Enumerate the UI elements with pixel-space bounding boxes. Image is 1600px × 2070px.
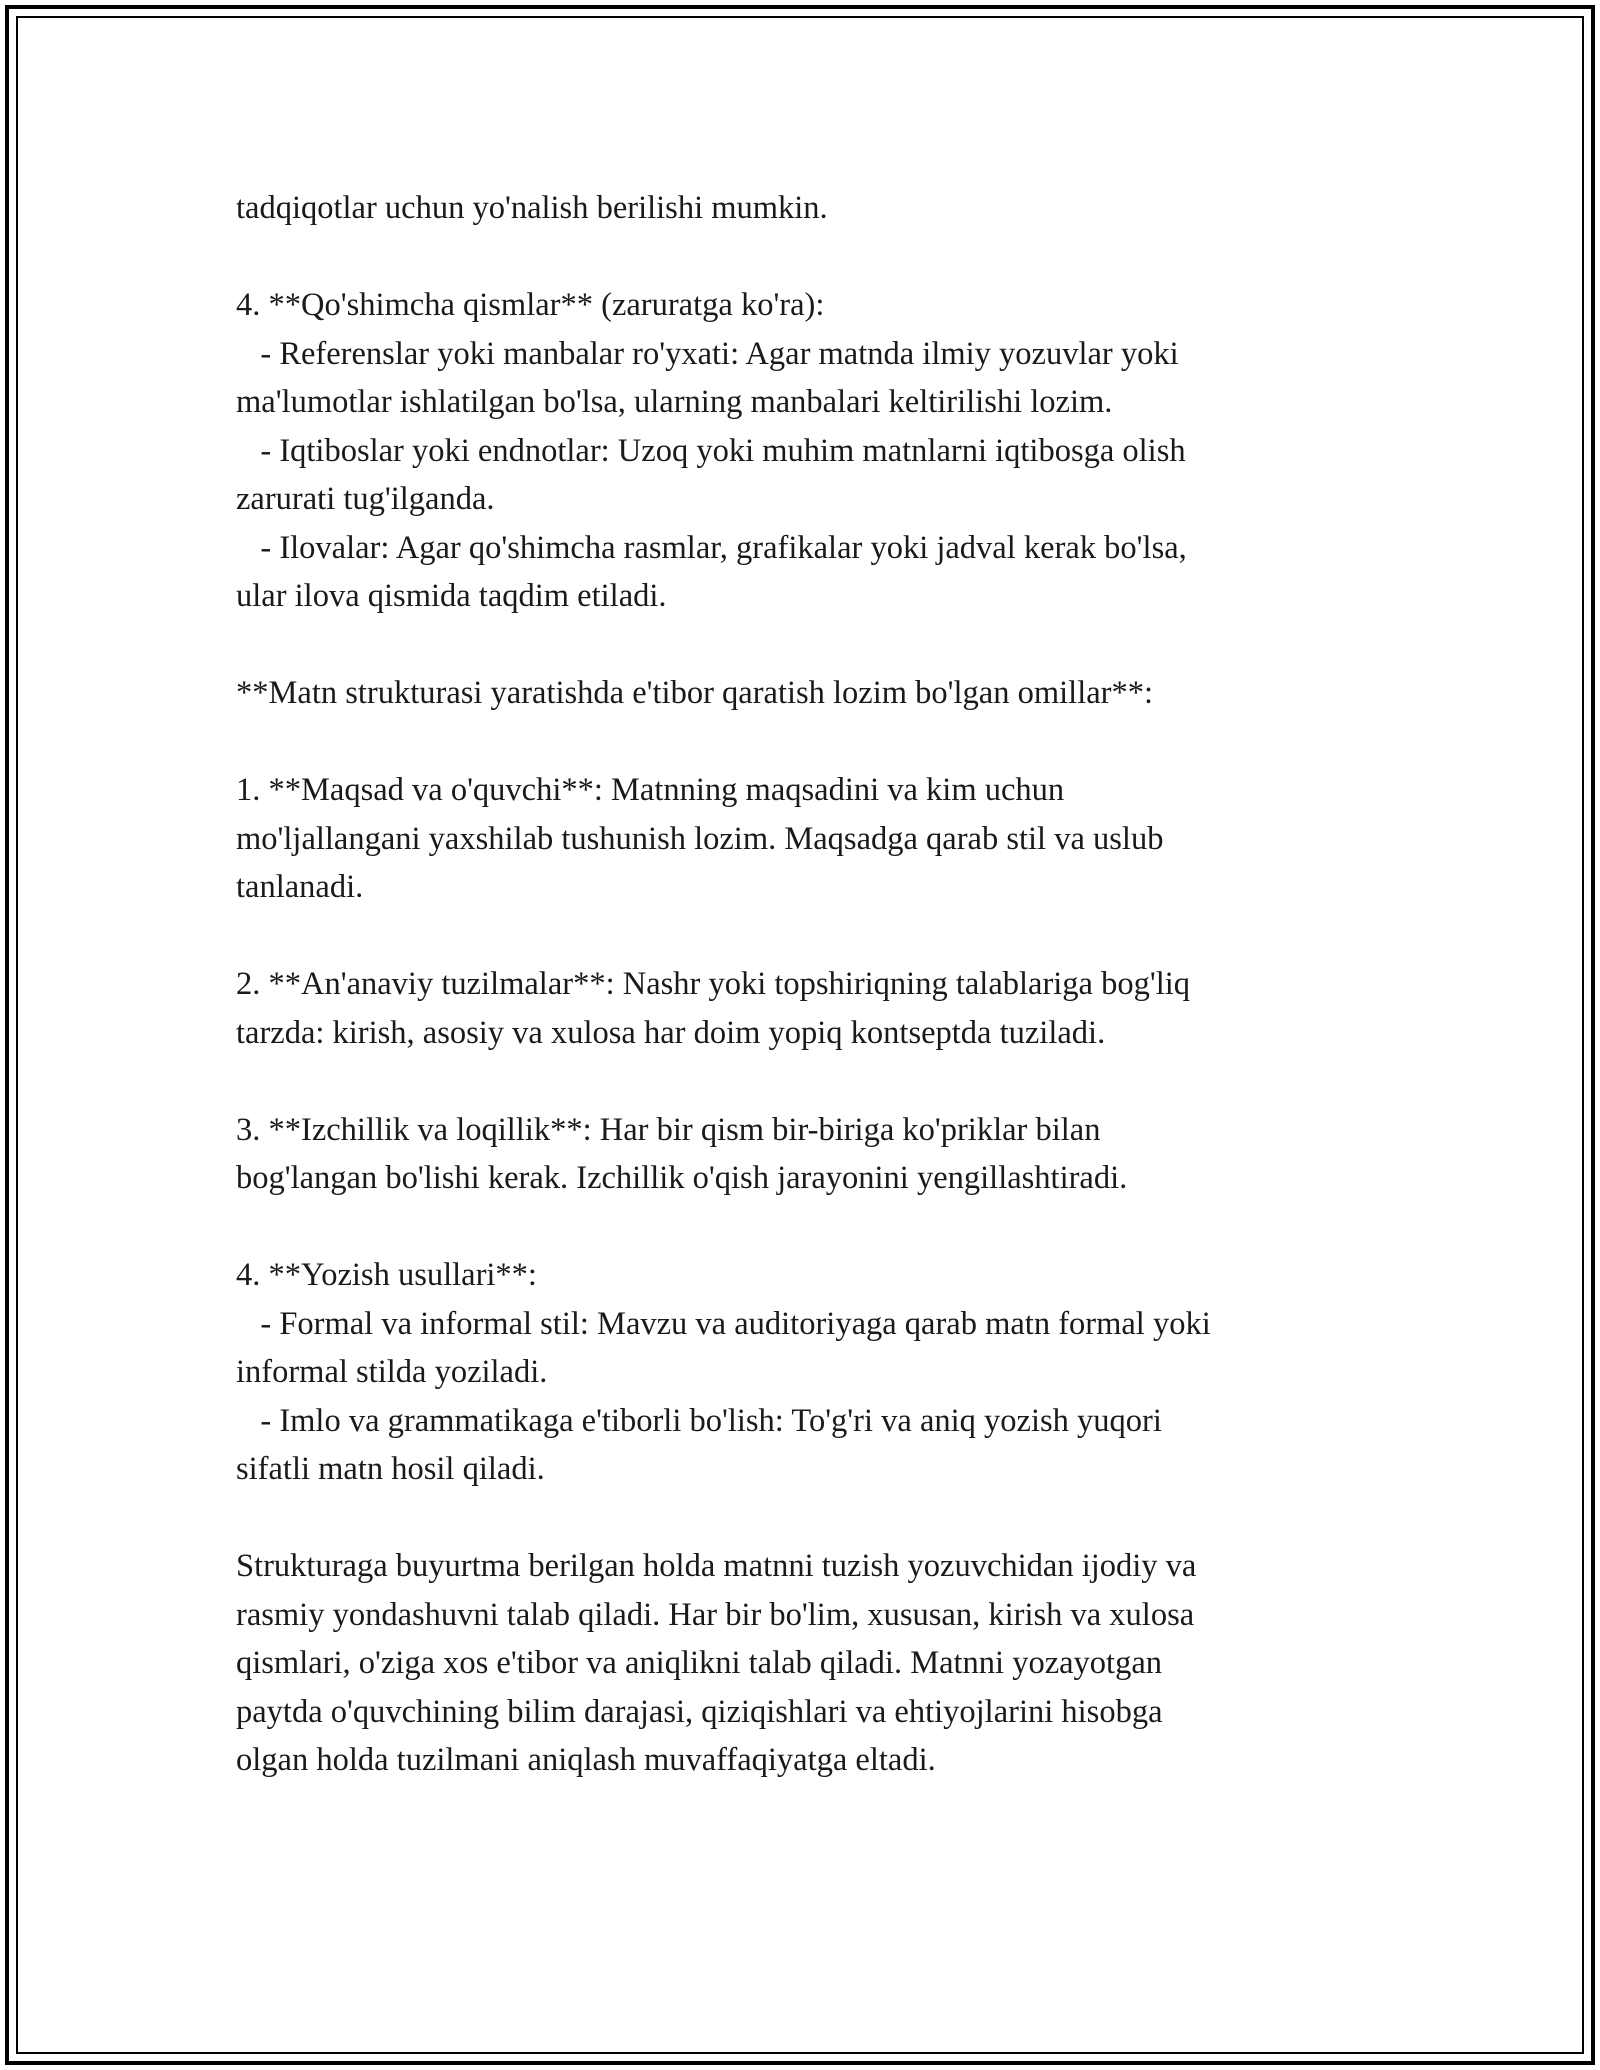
- list-heading: 3. **Izchillik va loqillik**: Har bir qism bir-biriga ko'priklar bilan: [236, 1111, 1101, 1148]
- list-heading: 4. **Qo'shimcha qismlar** (zaruratga ko'ra):: [236, 287, 825, 323]
- text-line: - Imlo va grammatikaga e'tiborli bo'lish: To'g'ri va aniq yozish yuqori: [236, 1402, 1162, 1439]
- text-line: zarurati tug'ilganda.: [236, 481, 495, 517]
- paragraph-line: rasmiy yondashuvni talab qiladi. Har bir bo'lim, xususan, kirish va xulosa: [236, 1596, 1195, 1633]
- text-line: tanlanadi.: [236, 869, 364, 905]
- text-line: ular ilova qismida taqdim etiladi.: [236, 578, 667, 614]
- paragraph-line: qismlari, o'ziga xos e'tibor va aniqlikni talab qiladi. Matnni yozayotgan: [236, 1645, 1163, 1681]
- document-body: [236, 184, 1366, 1785]
- text-line: mo'ljallangani yaxshilab tushunish lozim. Maqsadga qarab stil va uslub: [236, 820, 1164, 857]
- text-line: informal stilda yoziladi.: [236, 1354, 548, 1390]
- text-line: tadqiqotlar uchun yo'nalish berilishi mumkin.: [236, 190, 828, 226]
- blank-line: [236, 1203, 1366, 1252]
- paragraph-line: Strukturaga buyurtma berilgan holda matnni tuzish yozuvchidan ijodiy va: [236, 1548, 1197, 1584]
- text-line: - Referenslar yoki manbalar ro'yxati: Agar matnda ilmiy yozuvlar yoki: [236, 335, 1179, 372]
- blank-line: [236, 621, 1366, 670]
- blank-line: [236, 912, 1366, 961]
- blank-line: [236, 718, 1366, 767]
- blank-line: [236, 1494, 1366, 1543]
- list-heading: 2. **An'anaviy tuzilmalar**: Nashr yoki topshiriqning talablariga bog'liq: [236, 966, 1191, 1002]
- text-line: - Iqtiboslar yoki endnotlar: Uzoq yoki muhim matnlarni iqtibosga olish: [236, 432, 1186, 469]
- paragraph-line: paytda o'quvchining bilim darajasi, qiziqishlari va ehtiyojlarini hisobga: [236, 1693, 1163, 1730]
- blank-line: [236, 1057, 1366, 1106]
- text-line: bog'langan bo'lishi kerak. Izchillik o'qish jarayonini yengillashtiradi.: [236, 1160, 1128, 1196]
- list-heading: 4. **Yozish usullari**:: [236, 1257, 537, 1293]
- text-line: - Formal va informal stil: Mavzu va auditoriyaga qarab matn formal yoki: [236, 1305, 1211, 1342]
- list-heading: 1. **Maqsad va o'quvchi**: Matnning maqsadini va kim uchun: [236, 772, 1065, 808]
- text-line: tarzda: kirish, asosiy va xulosa har doim yopiq kontseptda tuziladi.: [236, 1014, 1106, 1051]
- text-line: - Ilovalar: Agar qo'shimcha rasmlar, grafikalar yoki jadval kerak bo'lsa,: [236, 529, 1187, 566]
- text-line: sifatli matn hosil qiladi.: [236, 1451, 545, 1487]
- section-heading: **Matn strukturasi yaratishda e'tibor qaratish lozim bo'lgan omillar**:: [236, 675, 1153, 711]
- paragraph-line: olgan holda tuzilmani aniqlash muvaffaqiyatga eltadi.: [236, 1742, 936, 1778]
- text-line: ma'lumotlar ishlatilgan bo'lsa, ularning manbalari keltirilishi lozim.: [236, 384, 1113, 420]
- blank-line: [236, 233, 1366, 282]
